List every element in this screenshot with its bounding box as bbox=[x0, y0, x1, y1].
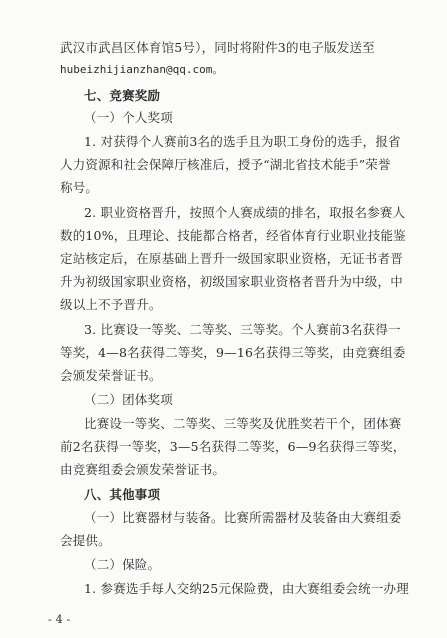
text-line: 人力资源和社会保障厅核准后，授予“湖北省技术能手”荣誉 bbox=[60, 157, 391, 172]
text-line: 3. 比赛设一等奖、二等奖、三等奖。个人赛前3名获得一 bbox=[84, 322, 401, 337]
text-line: 会提供。 bbox=[60, 533, 111, 548]
text-line: 由竞赛组委会颁发荣誉证书。 bbox=[60, 462, 226, 477]
text-line: 1. 参赛选手每人交纳25元保险费，由大赛组委会统一办理 bbox=[84, 581, 409, 596]
text-line: （二）保险。 bbox=[84, 557, 161, 572]
text-line: 前2名获得一等奖，3—5名获得二等奖，6—9名获得三等奖， bbox=[60, 439, 406, 454]
text-line: 武汉市武昌区体育馆5号），同时将附件3的电子版发送至 bbox=[60, 40, 375, 55]
section-heading-awards: 七、竞赛奖励 bbox=[84, 88, 161, 103]
text-line: 比赛设一等奖、二等奖、三等奖及优胜奖若干个，团体赛 bbox=[84, 416, 402, 431]
text-line: 数的10%，且理论、技能都合格者，经省体育行业职业技能鉴 bbox=[60, 228, 406, 243]
text-line: 会颁发荣誉证书。 bbox=[60, 368, 162, 383]
subsection-heading-individual: （一）个人奖项 bbox=[84, 110, 173, 125]
text-line: 定站核定后，在原基础上晋升一级国家职业资格，无证书者晋 bbox=[60, 251, 403, 266]
text-line: （一）比赛器材与装备。比赛所需器材及装备由大赛组委 bbox=[84, 510, 402, 525]
text-line: 等奖，4—8名获得二等奖，9—16名获得三等奖，由竞赛组委 bbox=[60, 345, 406, 360]
page-number: - 4 - bbox=[48, 613, 71, 626]
section-heading-other: 八、其他事项 bbox=[84, 487, 161, 502]
email-address-line: hubeizhijianzhan@qq.com。 bbox=[60, 63, 224, 76]
text-line: 2. 职业资格晋升，按照个人赛成绩的排名，取报名参赛人 bbox=[84, 205, 406, 220]
text-line: 级以上不予晋升。 bbox=[60, 297, 162, 312]
subsection-heading-team: （二）团体奖项 bbox=[84, 392, 173, 407]
text-line: 升为初级国家职业资格，初级国家职业资格者晋升为中级，中 bbox=[60, 274, 403, 289]
text-line: 称号。 bbox=[60, 180, 99, 195]
text-line: 1. 对获得个人赛前3名的选手且为职工身份的选手，报省 bbox=[84, 134, 401, 149]
